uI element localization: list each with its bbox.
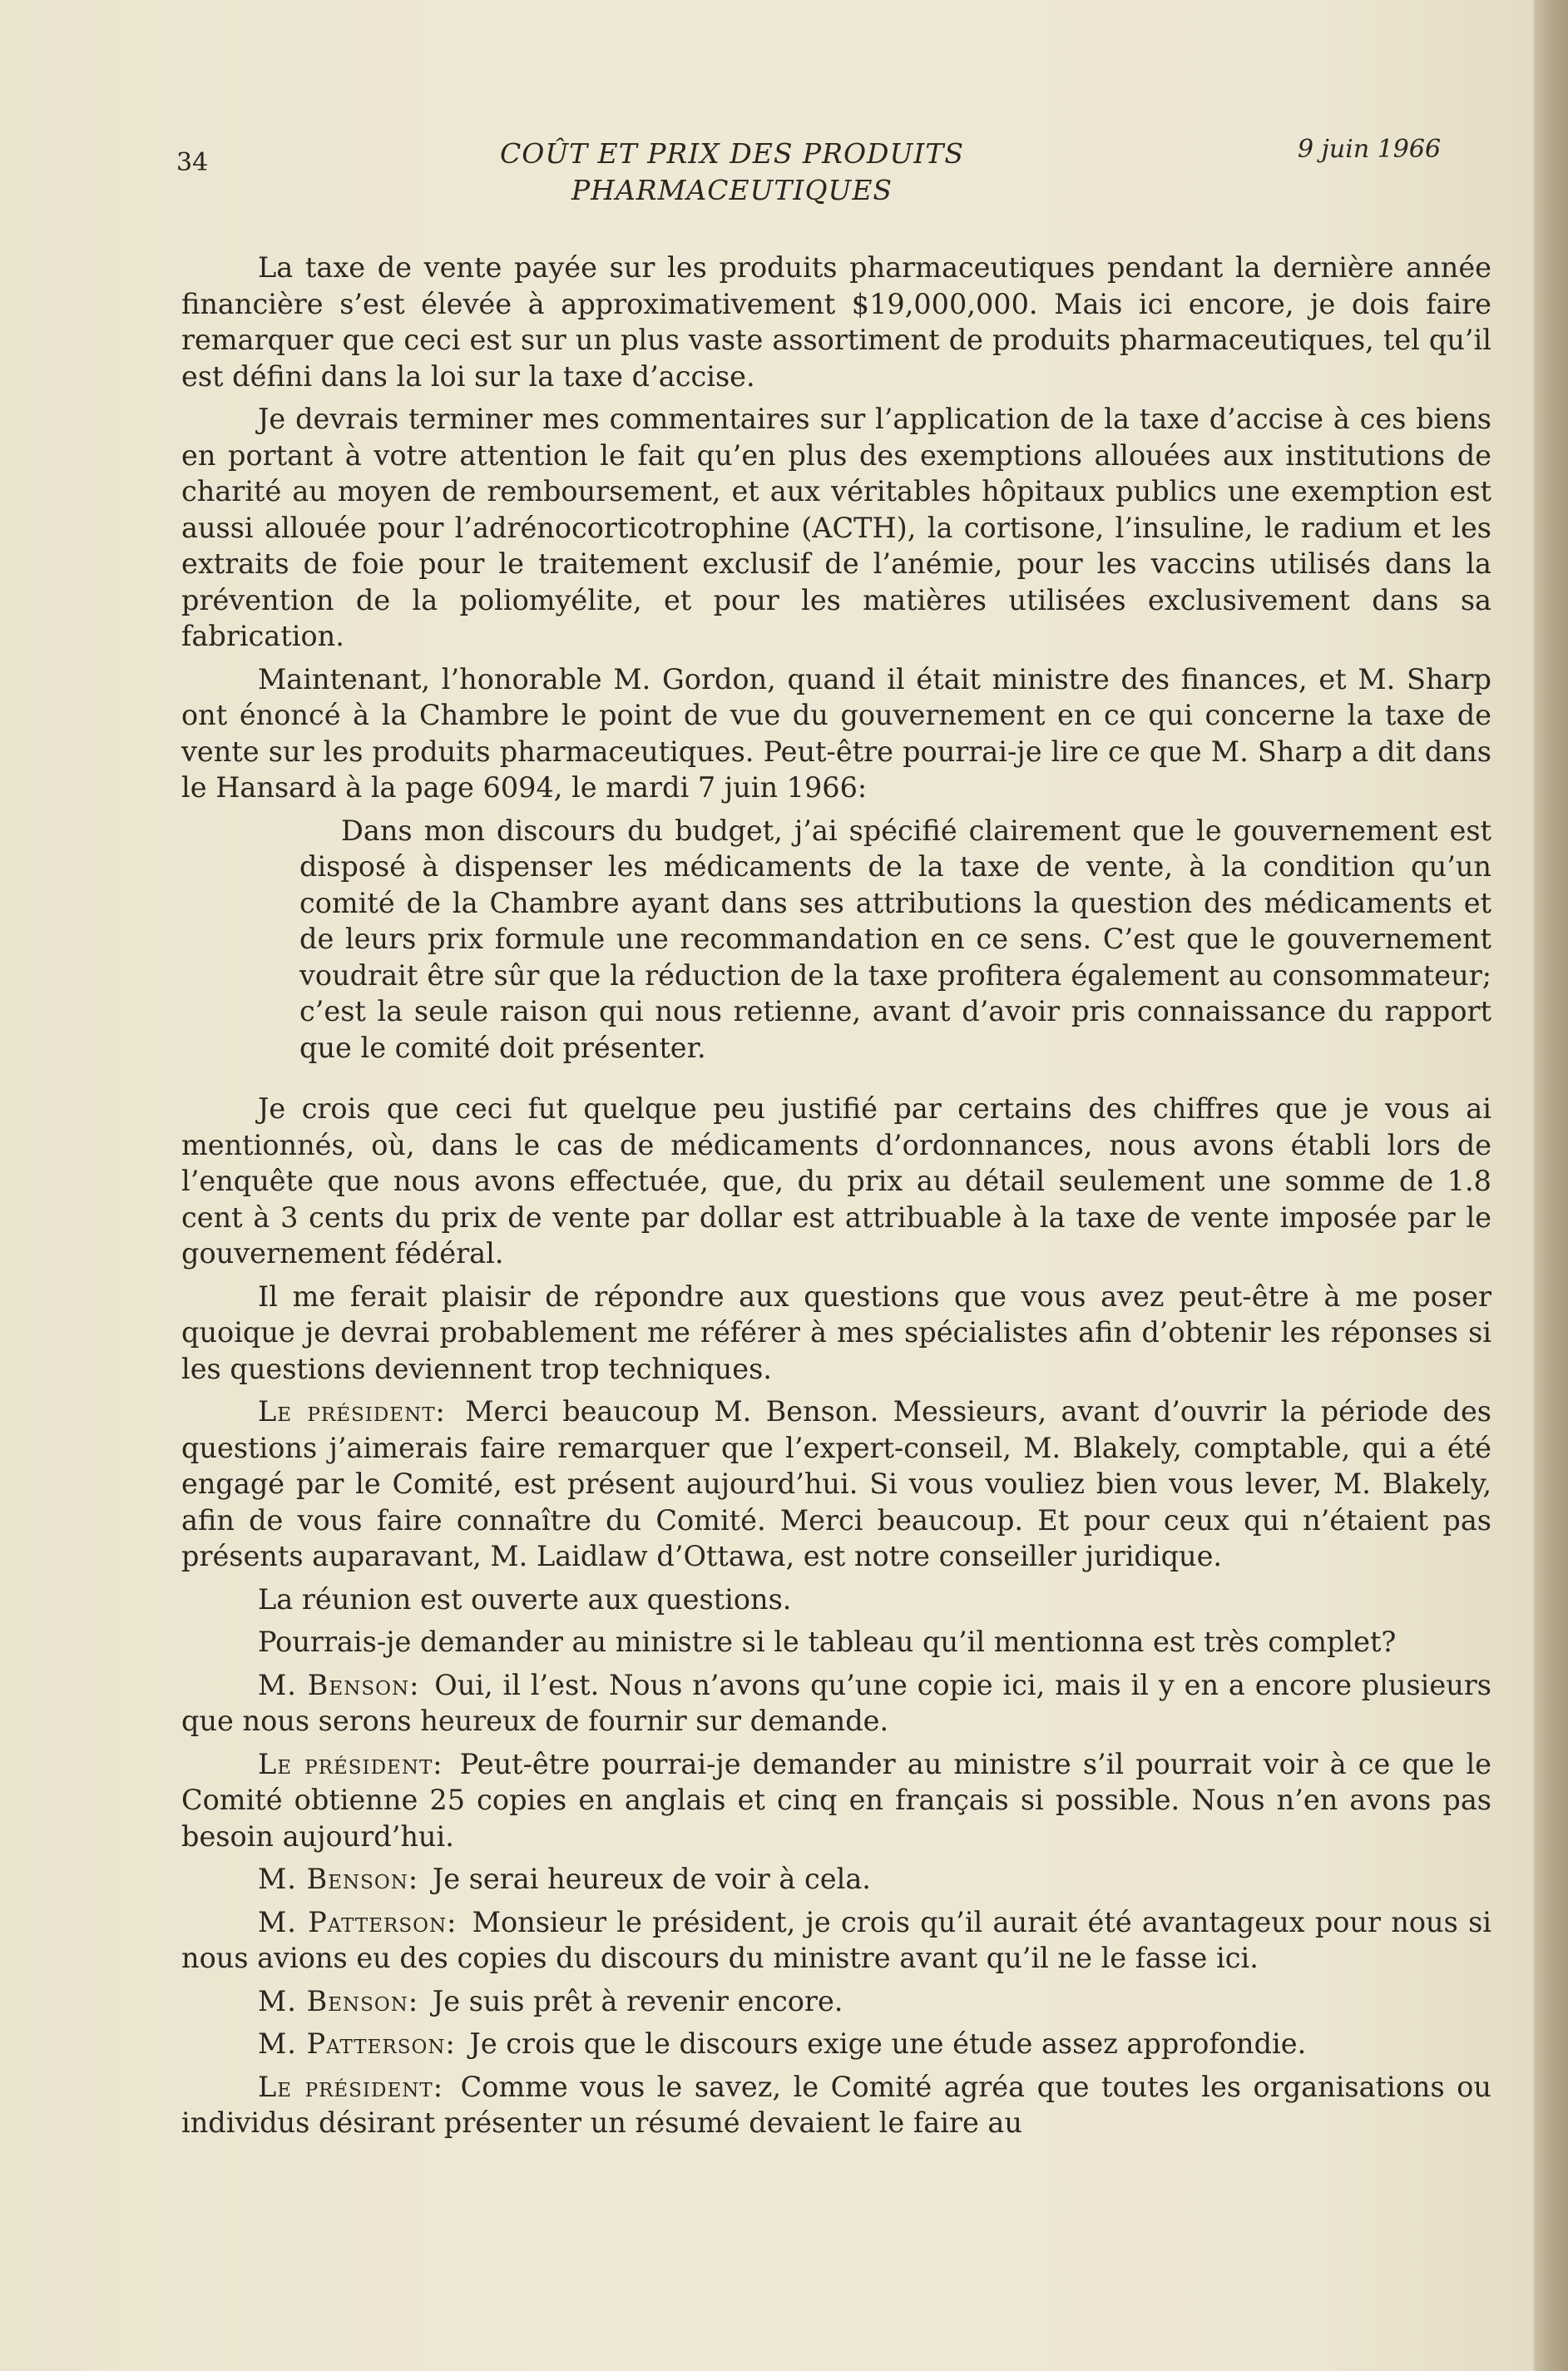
speaker-name: M. Patterson: xyxy=(258,1905,458,1938)
header-date: 9 juin 1966 xyxy=(1298,135,1442,164)
speaker-name: M. Patterson: xyxy=(258,2027,456,2060)
speech-paragraph xyxy=(181,1983,1491,2020)
speech-text: Je suis prêt à revenir encore. xyxy=(432,1984,843,2017)
speech-paragraph xyxy=(181,2069,1491,2141)
speaker-name: Le président: xyxy=(258,1395,446,1428)
speech-text: Je serai heureux de voir à cela. xyxy=(432,1863,871,1895)
running-title xyxy=(499,136,965,209)
speaker-name: Le président: xyxy=(258,1747,443,1780)
speech-text: Oui, il l’est. Nous n’avons qu’une copie ici, mais il y en a encore plusieurs que nous serons heureux de fournir sur demande. xyxy=(181,1668,1491,1737)
speech-text: Merci beaucoup M. Benson. Messieurs, avant d’ouvrir la période des questions j’aimerais faire remarquer que l’expert-conseil, M. Blakely, comptable, qui a été engagé par le Comité, est présent aujourd’hui. Si vous vouliez bien vous lever, M. Blakely, afin de vous faire connaître du Comité. Merci beaucoup. Et pour ceux qui n’étaient pas présents auparavant, M. Laidlaw d’Ottawa, est notre conseiller juridique. xyxy=(181,1395,1491,1572)
running-title-line-2: PHARMACEUTIQUES xyxy=(571,174,893,206)
block-quote: Dans mon discours du budget, j’ai spécifié clairement que le gouvernement est disposé à dispenser les médicaments de la taxe de vente, à la condition qu’un comité de la Chambre ayant dans ses attributions la question des médicaments et de leurs prix formule une recommandation en ce sens. C’est que le gouvernement voudrait être sûr que la réduction de la taxe profitera également au consommateur; c’est la seule raison qui nous retienne, avant d’avoir pris connaissance du rapport que le comité doit présenter. xyxy=(299,814,1491,1064)
speech-text: Monsieur le président, je crois qu’il aurait été avantageux pour nous si nous avions eu des copies du discours du ministre avant qu’il ne le fasse ici. xyxy=(181,1905,1491,1974)
speech-paragraph xyxy=(181,2026,1491,2062)
document-body xyxy=(181,250,1491,2148)
speech-paragraph xyxy=(181,1904,1491,1977)
speaker-name: M. Benson: xyxy=(258,1668,420,1701)
speaker-name: M. Benson: xyxy=(258,1984,419,2017)
paragraph: Pourrais-je demander au ministre si le tableau qu’il mentionna est très complet? xyxy=(258,1626,1397,1658)
speech-paragraph xyxy=(181,1861,1491,1898)
speech-paragraph xyxy=(181,1746,1491,1855)
paragraph: Je crois que ceci fut quelque peu justifié par certains des chiffres que je vous ai mentionnés, où, dans le cas de médicaments d’ordonnances, nous avons établi lors de l’enquête que nous avons effectuée, que, du prix au détail seulement une somme de 1.8 cent à 3 cents du prix de vente par dollar est attribuable à la taxe de vente imposée par le gouvernement fédéral. xyxy=(181,1092,1491,1270)
speaker-name: Le président: xyxy=(258,2070,444,2103)
paragraph: La réunion est ouverte aux questions. xyxy=(258,1582,792,1616)
paragraph: Il me ferait plaisir de répondre aux questions que vous avez peut-être à me poser quoique je devrai probablement me référer à mes spécialistes afin d’obtenir les réponses si les questions deviennent trop techniques. xyxy=(181,1280,1491,1385)
paragraph: Maintenant, l’honorable M. Gordon, quand il était ministre des finances, et M. Sharp ont énoncé à la Chambre le point de vue du gouvernement en ce qui concerne la taxe de vente sur les produits pharmaceutiques. Peut-être pourrai-je lire ce que M. Sharp a dit dans le Hansard à la page 6094, le mardi 7 juin 1966: xyxy=(181,662,1491,804)
speech-text: Comme vous le savez, le Comité agréa que toutes les organisations ou individus désirant présenter un résumé devaient le faire au xyxy=(181,2070,1492,2139)
running-title-line-1: COÛT ET PRIX DES PRODUITS xyxy=(500,137,964,170)
speech-paragraph xyxy=(181,1667,1491,1740)
page-header xyxy=(0,0,1535,216)
book-page-edge xyxy=(1533,0,1568,2371)
speech-text: Je crois que le discours exige une étude assez approfondie. xyxy=(469,2027,1307,2060)
speech-text: Peut-être pourrai-je demander au ministre s’il pourrait voir à ce que le Comité obtienne 25 copies en anglais et cinq en français si possible. Nous n’en avons pas besoin aujourd’hui. xyxy=(181,1747,1491,1853)
speech-paragraph xyxy=(181,1393,1491,1575)
page-number: 34 xyxy=(176,148,209,177)
paragraph: Je devrais terminer mes commentaires sur l’application de la taxe d’accise à ces biens en portant à votre attention le fait qu’en plus des exemptions allouées aux institutions de charité au moyen de remboursement, et aux véritables hôpitaux publics une exemption est aussi allouée pour l’adrénocorticotrophine (ACTH), la cortisone, l’insuline, le radium et les extraits de foie pour le traitement exclusif de l’anémie, pour les vaccins utilisés dans la prévention de la poliomyélite, et pour les matières utilisées exclusivement dans sa fabrication. xyxy=(181,403,1491,652)
paragraph: La taxe de vente payée sur les produits pharmaceutiques pendant la dernière année financière s’est élevée à approximativement $19,000,000. Mais ici encore, je dois faire remarquer que ceci est sur un plus vaste assortiment de produits pharmaceutiques, tel qu’il est défini dans la loi sur la taxe d’accise. xyxy=(181,251,1491,393)
speaker-name: M. Benson: xyxy=(258,1863,419,1895)
